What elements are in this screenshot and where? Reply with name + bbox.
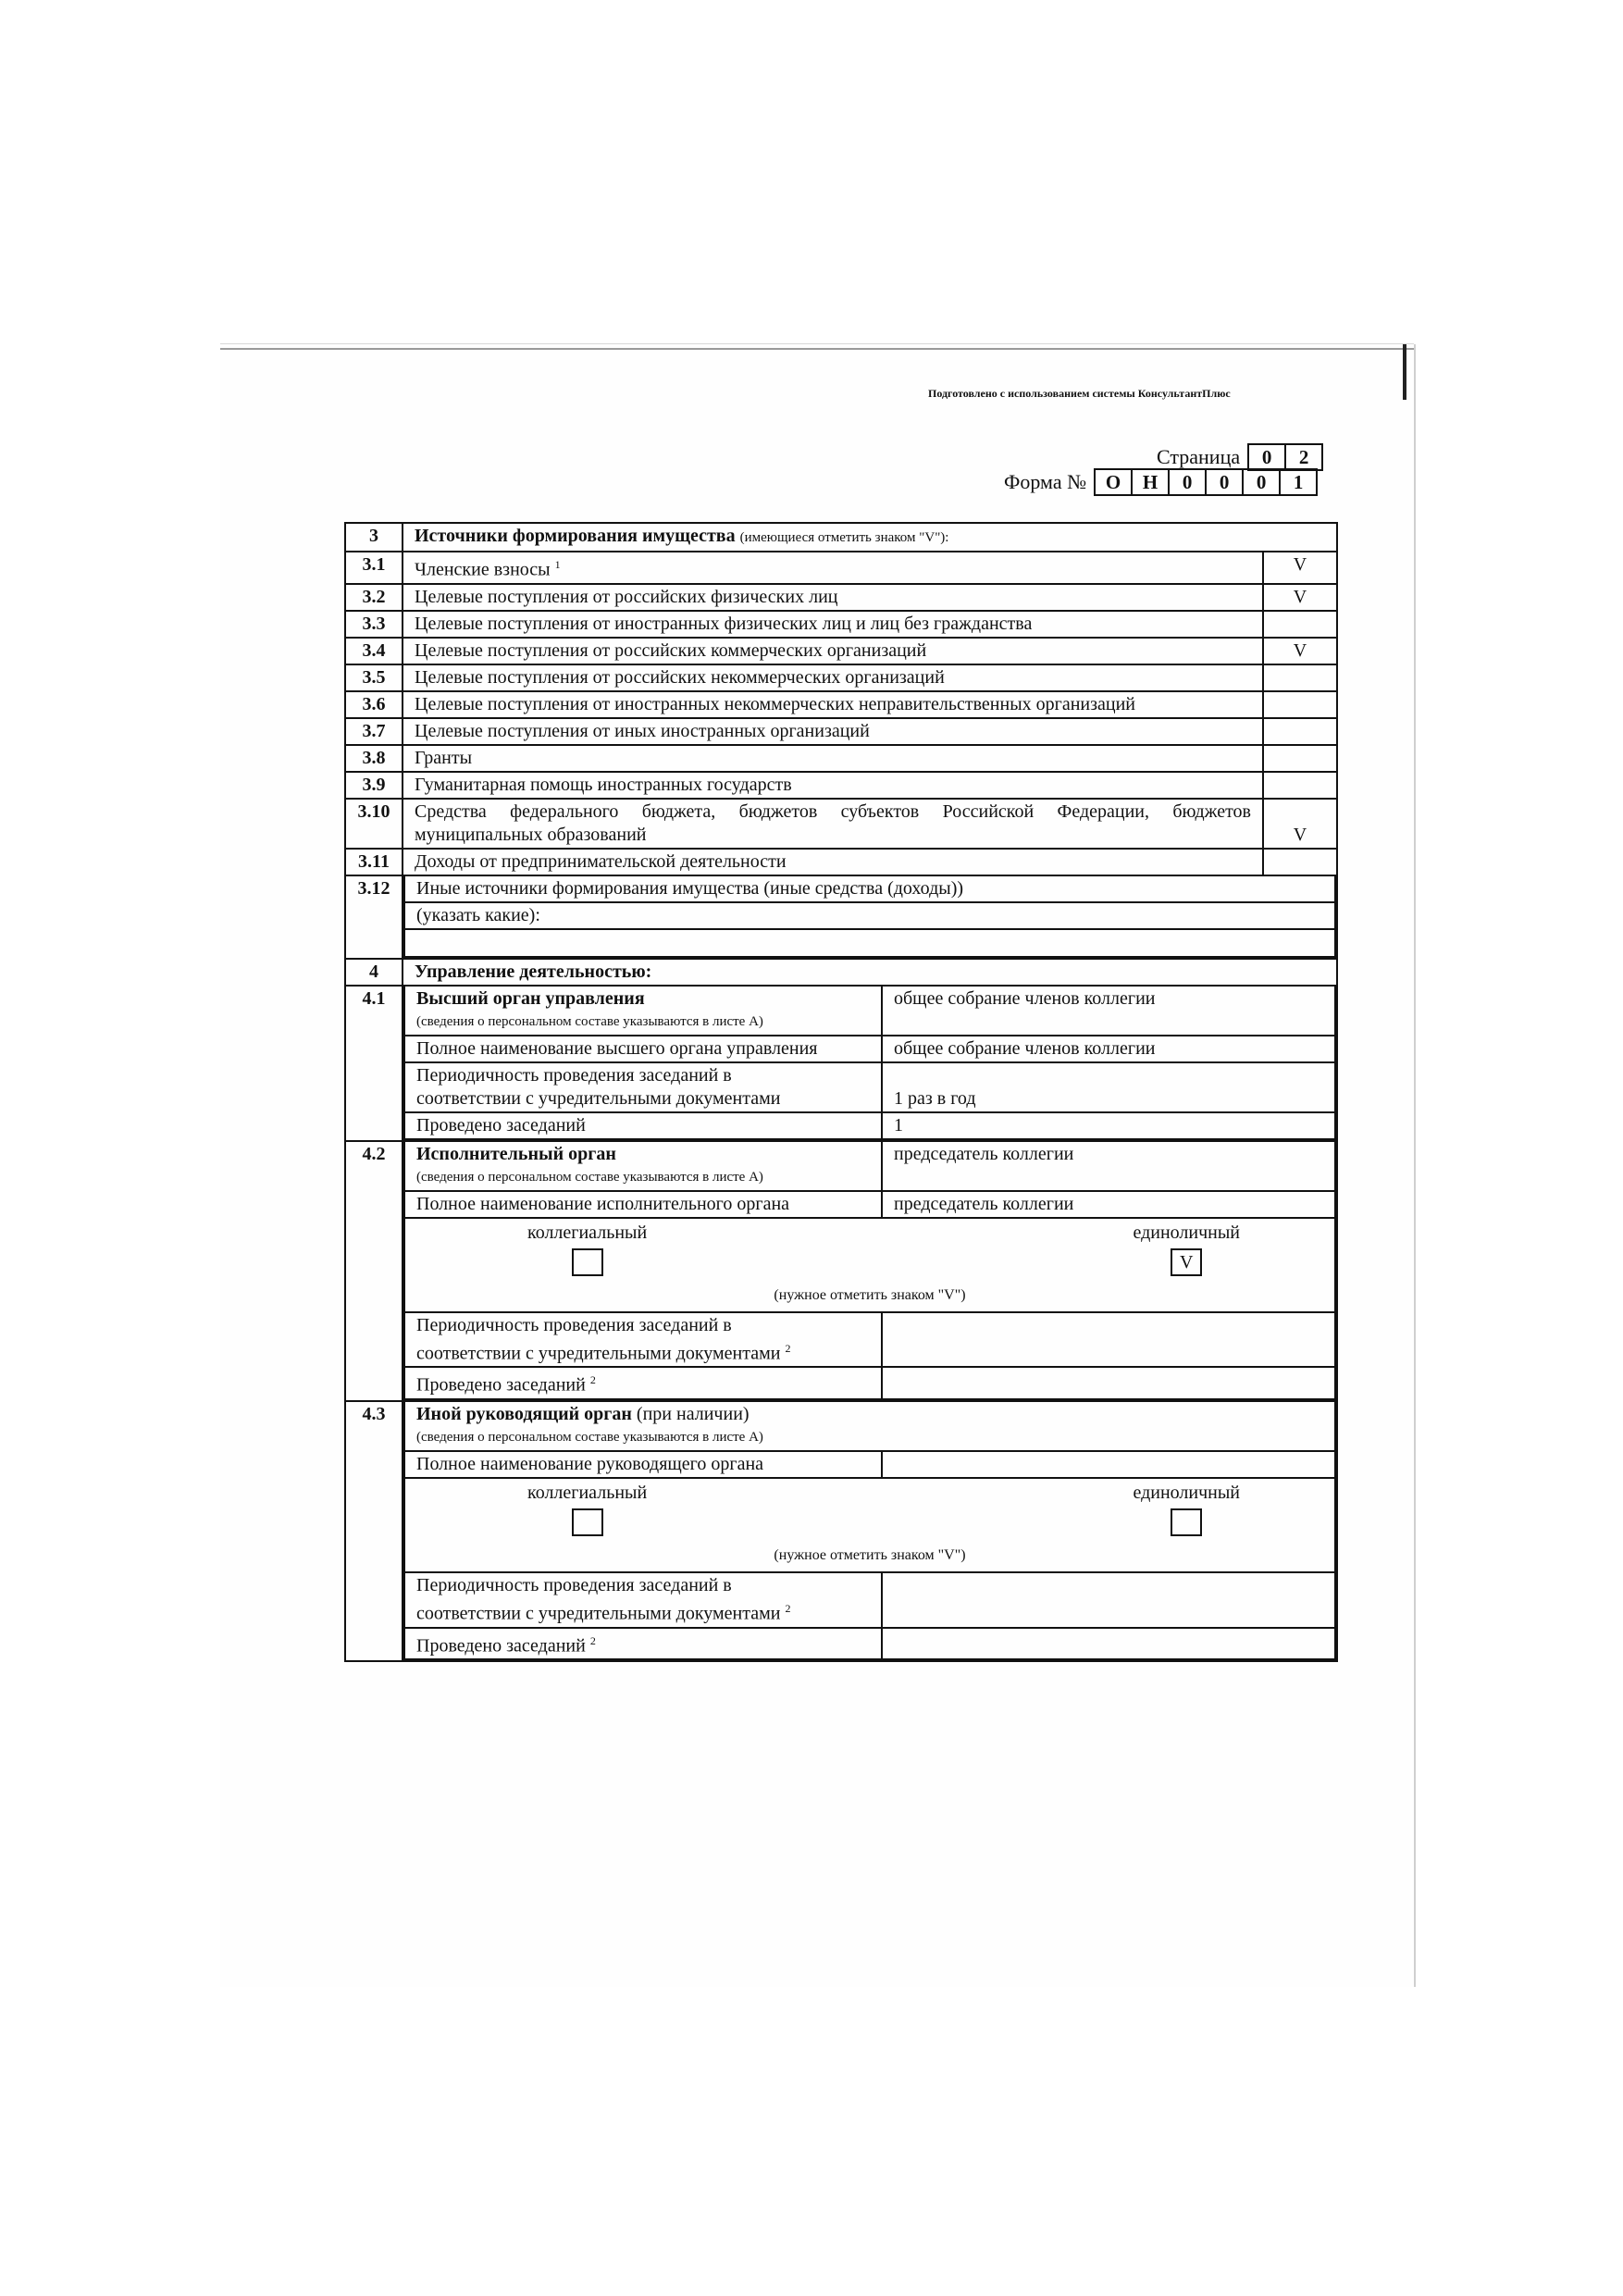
held-label: Проведено заседаний	[404, 1112, 882, 1139]
other-sources-label: Иные источники формирования имущества (иные средства (доходы))	[404, 876, 1335, 902]
item-number: 3.2	[345, 584, 403, 611]
collegial-checkbox[interactable]	[572, 1508, 603, 1536]
page-cells	[1247, 443, 1323, 471]
table-row	[345, 584, 1337, 611]
sole-label: единоличный	[1133, 1482, 1241, 1503]
table-row	[345, 552, 1337, 584]
held-value[interactable]: 1	[882, 1112, 1335, 1139]
subsection-4-2	[345, 1141, 1337, 1401]
section3-title-cell	[403, 523, 1337, 552]
page-cell: 0	[1261, 446, 1272, 468]
fullname-value[interactable]: председатель коллегии	[882, 1191, 1335, 1218]
subsection-4-2-cell	[403, 1141, 1337, 1401]
item-label: Целевые поступления от иностранных некоммерческих неправительственных организаций	[403, 691, 1263, 718]
item-label-cell	[403, 552, 1263, 584]
form-cell: Н	[1131, 470, 1168, 494]
fullname-label: Полное наименование руководящего органа	[404, 1451, 882, 1478]
item-label: Целевые поступления от российских некоммерческих организаций	[403, 664, 1263, 691]
item-mark[interactable]: V	[1263, 799, 1337, 849]
held-label: Проведено заседаний	[416, 1635, 586, 1657]
footnote-mark: 2	[785, 1601, 791, 1615]
held-value[interactable]	[882, 1628, 1335, 1660]
scan-edge-right	[1403, 344, 1406, 400]
fullname-label: Полное наименование высшего органа управления	[404, 1036, 882, 1062]
item-label: Гуманитарная помощь иностранных государств	[403, 772, 1263, 799]
item-mark[interactable]	[1263, 691, 1337, 718]
period-value[interactable]	[882, 1312, 1335, 1368]
footnote-mark: 2	[589, 1633, 596, 1647]
item-label: Целевые поступления от российских физических лиц	[403, 584, 1263, 611]
table-row	[345, 664, 1337, 691]
item-number: 3.5	[345, 664, 403, 691]
sole-checkbox[interactable]	[1171, 1508, 1202, 1536]
form-cell: 0	[1242, 470, 1279, 494]
item-mark[interactable]	[1263, 745, 1337, 772]
fullname-value[interactable]: общее собрание членов коллегии	[882, 1036, 1335, 1062]
subsection-4-1-cell	[403, 986, 1337, 1141]
form-table	[344, 522, 1338, 1662]
held-label-cell	[404, 1628, 882, 1660]
table-row	[345, 849, 1337, 875]
sole-label: единоличный	[1133, 1222, 1241, 1243]
other-sources-cell	[403, 875, 1337, 959]
period-label: Периодичность проведения заседаний в	[416, 1064, 732, 1086]
organ-title-cell	[404, 1142, 882, 1191]
subsection-4-3	[345, 1401, 1337, 1661]
period-value[interactable]: 1 раз в год	[882, 1062, 1335, 1112]
item-number: 4.3	[345, 1401, 403, 1661]
subsection-4-2-lines	[403, 1142, 1336, 1400]
subsection-4-1	[345, 986, 1337, 1141]
table-row	[345, 772, 1337, 799]
item-label: Гранты	[403, 745, 1263, 772]
collegial-label: коллегиальный	[527, 1222, 648, 1243]
period-label-cell	[404, 1572, 882, 1628]
sole-option	[1133, 1222, 1240, 1276]
item-mark[interactable]	[1263, 611, 1337, 638]
organ-type-cell	[404, 1218, 1335, 1312]
table-row	[345, 611, 1337, 638]
section3-header-row	[345, 523, 1337, 552]
item-label: Целевые поступления от иных иностранных организаций	[403, 718, 1263, 745]
item-mark[interactable]	[1263, 718, 1337, 745]
item-number: 3.12	[345, 875, 403, 959]
section-number: 3	[345, 523, 403, 552]
table-row	[345, 638, 1337, 664]
section4-header-row	[345, 959, 1337, 986]
period-label-2: соответствии с учредительными документами	[416, 1603, 781, 1624]
footnote-mark: 2	[589, 1373, 596, 1387]
collegial-option	[527, 1222, 647, 1276]
organ-title-suffix: (при наличии)	[636, 1403, 750, 1424]
form-cell: 1	[1279, 470, 1316, 494]
item-number: 3.1	[345, 552, 403, 584]
sole-option	[1133, 1482, 1240, 1536]
item-mark[interactable]	[1263, 664, 1337, 691]
table-row	[345, 718, 1337, 745]
organ-title-cell	[404, 987, 882, 1036]
footnote-mark: 1	[554, 558, 561, 571]
organ-title-cell	[404, 1402, 1335, 1451]
item-number: 3.10	[345, 799, 403, 849]
item-label: Доходы от предпринимательской деятельности	[403, 849, 1263, 875]
item-number: 3.7	[345, 718, 403, 745]
item-mark[interactable]: V	[1263, 638, 1337, 664]
form-cell: О	[1105, 471, 1121, 493]
item-label: Целевые поступления от иностранных физических лиц и лиц без гражданства	[403, 611, 1263, 638]
table-row	[345, 691, 1337, 718]
fullname-label: Полное наименование исполнительного органа	[404, 1191, 882, 1218]
check-note: (нужное отметить знаком "V")	[774, 1546, 966, 1563]
section-number: 4	[345, 959, 403, 986]
item-number: 3.6	[345, 691, 403, 718]
item-label: Членские взносы	[415, 559, 551, 580]
page-cell: 2	[1284, 445, 1321, 469]
table-row	[345, 745, 1337, 772]
held-value[interactable]	[882, 1367, 1335, 1399]
period-label-2: соответствии с учредительными документами	[416, 1343, 781, 1364]
item-mark[interactable]: V	[1263, 584, 1337, 611]
table-row	[345, 799, 1337, 849]
period-label-2: соответствии с учредительными документами	[416, 1087, 781, 1109]
item-mark[interactable]: V	[1263, 552, 1337, 584]
period-label-cell	[404, 1062, 882, 1112]
item-number: 3.8	[345, 745, 403, 772]
item-label: Целевые поступления от российских коммерческих организаций	[403, 638, 1263, 664]
item-number: 3.11	[345, 849, 403, 875]
organ-title: Иной руководящий орган	[416, 1403, 632, 1424]
organ-title-value[interactable]: общее собрание членов коллегии	[882, 987, 1335, 1036]
form-cell: 0	[1205, 470, 1242, 494]
item-mark[interactable]	[1263, 772, 1337, 799]
section4-title: Управление деятельностью:	[403, 959, 1337, 986]
collegial-label: коллегиальный	[527, 1482, 648, 1503]
collegial-option	[527, 1482, 647, 1536]
item-number: 3.4	[345, 638, 403, 664]
organ-note: (сведения о персональном составе указываются в листе А)	[416, 1429, 763, 1445]
subsection-4-1-lines	[403, 987, 1336, 1140]
scan-edge-top	[220, 348, 1414, 350]
table-row	[345, 875, 1337, 959]
prepared-note: Подготовлено с использованием системы КонсультантПлюс	[928, 387, 1231, 400]
organ-note: (сведения о персональном составе указываются в листе А)	[416, 1169, 763, 1185]
form-cell: 0	[1168, 470, 1205, 494]
form-cells	[1094, 468, 1318, 496]
other-sources-specify[interactable]: (указать какие):	[404, 902, 1335, 929]
form-number-row	[1004, 468, 1318, 496]
subsection-4-3-cell	[403, 1401, 1337, 1661]
item-mark[interactable]	[1263, 849, 1337, 875]
section3-title: Источники формирования имущества	[415, 526, 736, 546]
period-label-cell	[404, 1312, 882, 1368]
item-number: 4.2	[345, 1141, 403, 1401]
held-label-cell	[404, 1367, 882, 1399]
held-label: Проведено заседаний	[416, 1374, 586, 1396]
fullname-value[interactable]	[882, 1451, 1335, 1478]
other-sources-blank-line[interactable]	[404, 929, 1335, 957]
period-label: Периодичность проведения заседаний в	[416, 1574, 732, 1595]
page-label: Страница	[1157, 445, 1241, 468]
period-label: Периодичность проведения заседаний в	[416, 1314, 732, 1335]
check-note: (нужное отметить знаком "V")	[774, 1286, 966, 1303]
other-sources-lines	[403, 876, 1336, 958]
collegial-checkbox[interactable]	[572, 1248, 603, 1276]
period-value[interactable]	[882, 1572, 1335, 1628]
item-number: 4.1	[345, 986, 403, 1141]
organ-title: Высший орган управления	[416, 987, 645, 1009]
subsection-4-3-lines	[403, 1402, 1336, 1660]
organ-note: (сведения о персональном составе указываются в листе А)	[416, 1013, 763, 1029]
organ-title: Исполнительный орган	[416, 1143, 616, 1164]
form-label: Форма №	[1004, 470, 1087, 493]
page-number-row	[1157, 443, 1323, 471]
item-number: 3.9	[345, 772, 403, 799]
organ-type-options	[416, 1480, 1323, 1536]
organ-type-options	[416, 1220, 1323, 1276]
section3-title-note: (имеющиеся отметить знаком "V"):	[739, 530, 949, 545]
organ-type-cell	[404, 1478, 1335, 1572]
item-label: Средства федерального бюджета, бюджетов субъектов Российской Федерации, бюджетов муниципальных образований	[403, 799, 1263, 849]
sole-checkbox[interactable]: V	[1171, 1248, 1202, 1276]
footnote-mark: 2	[785, 1341, 791, 1355]
item-number: 3.3	[345, 611, 403, 638]
organ-title-value[interactable]: председатель коллегии	[882, 1142, 1335, 1191]
